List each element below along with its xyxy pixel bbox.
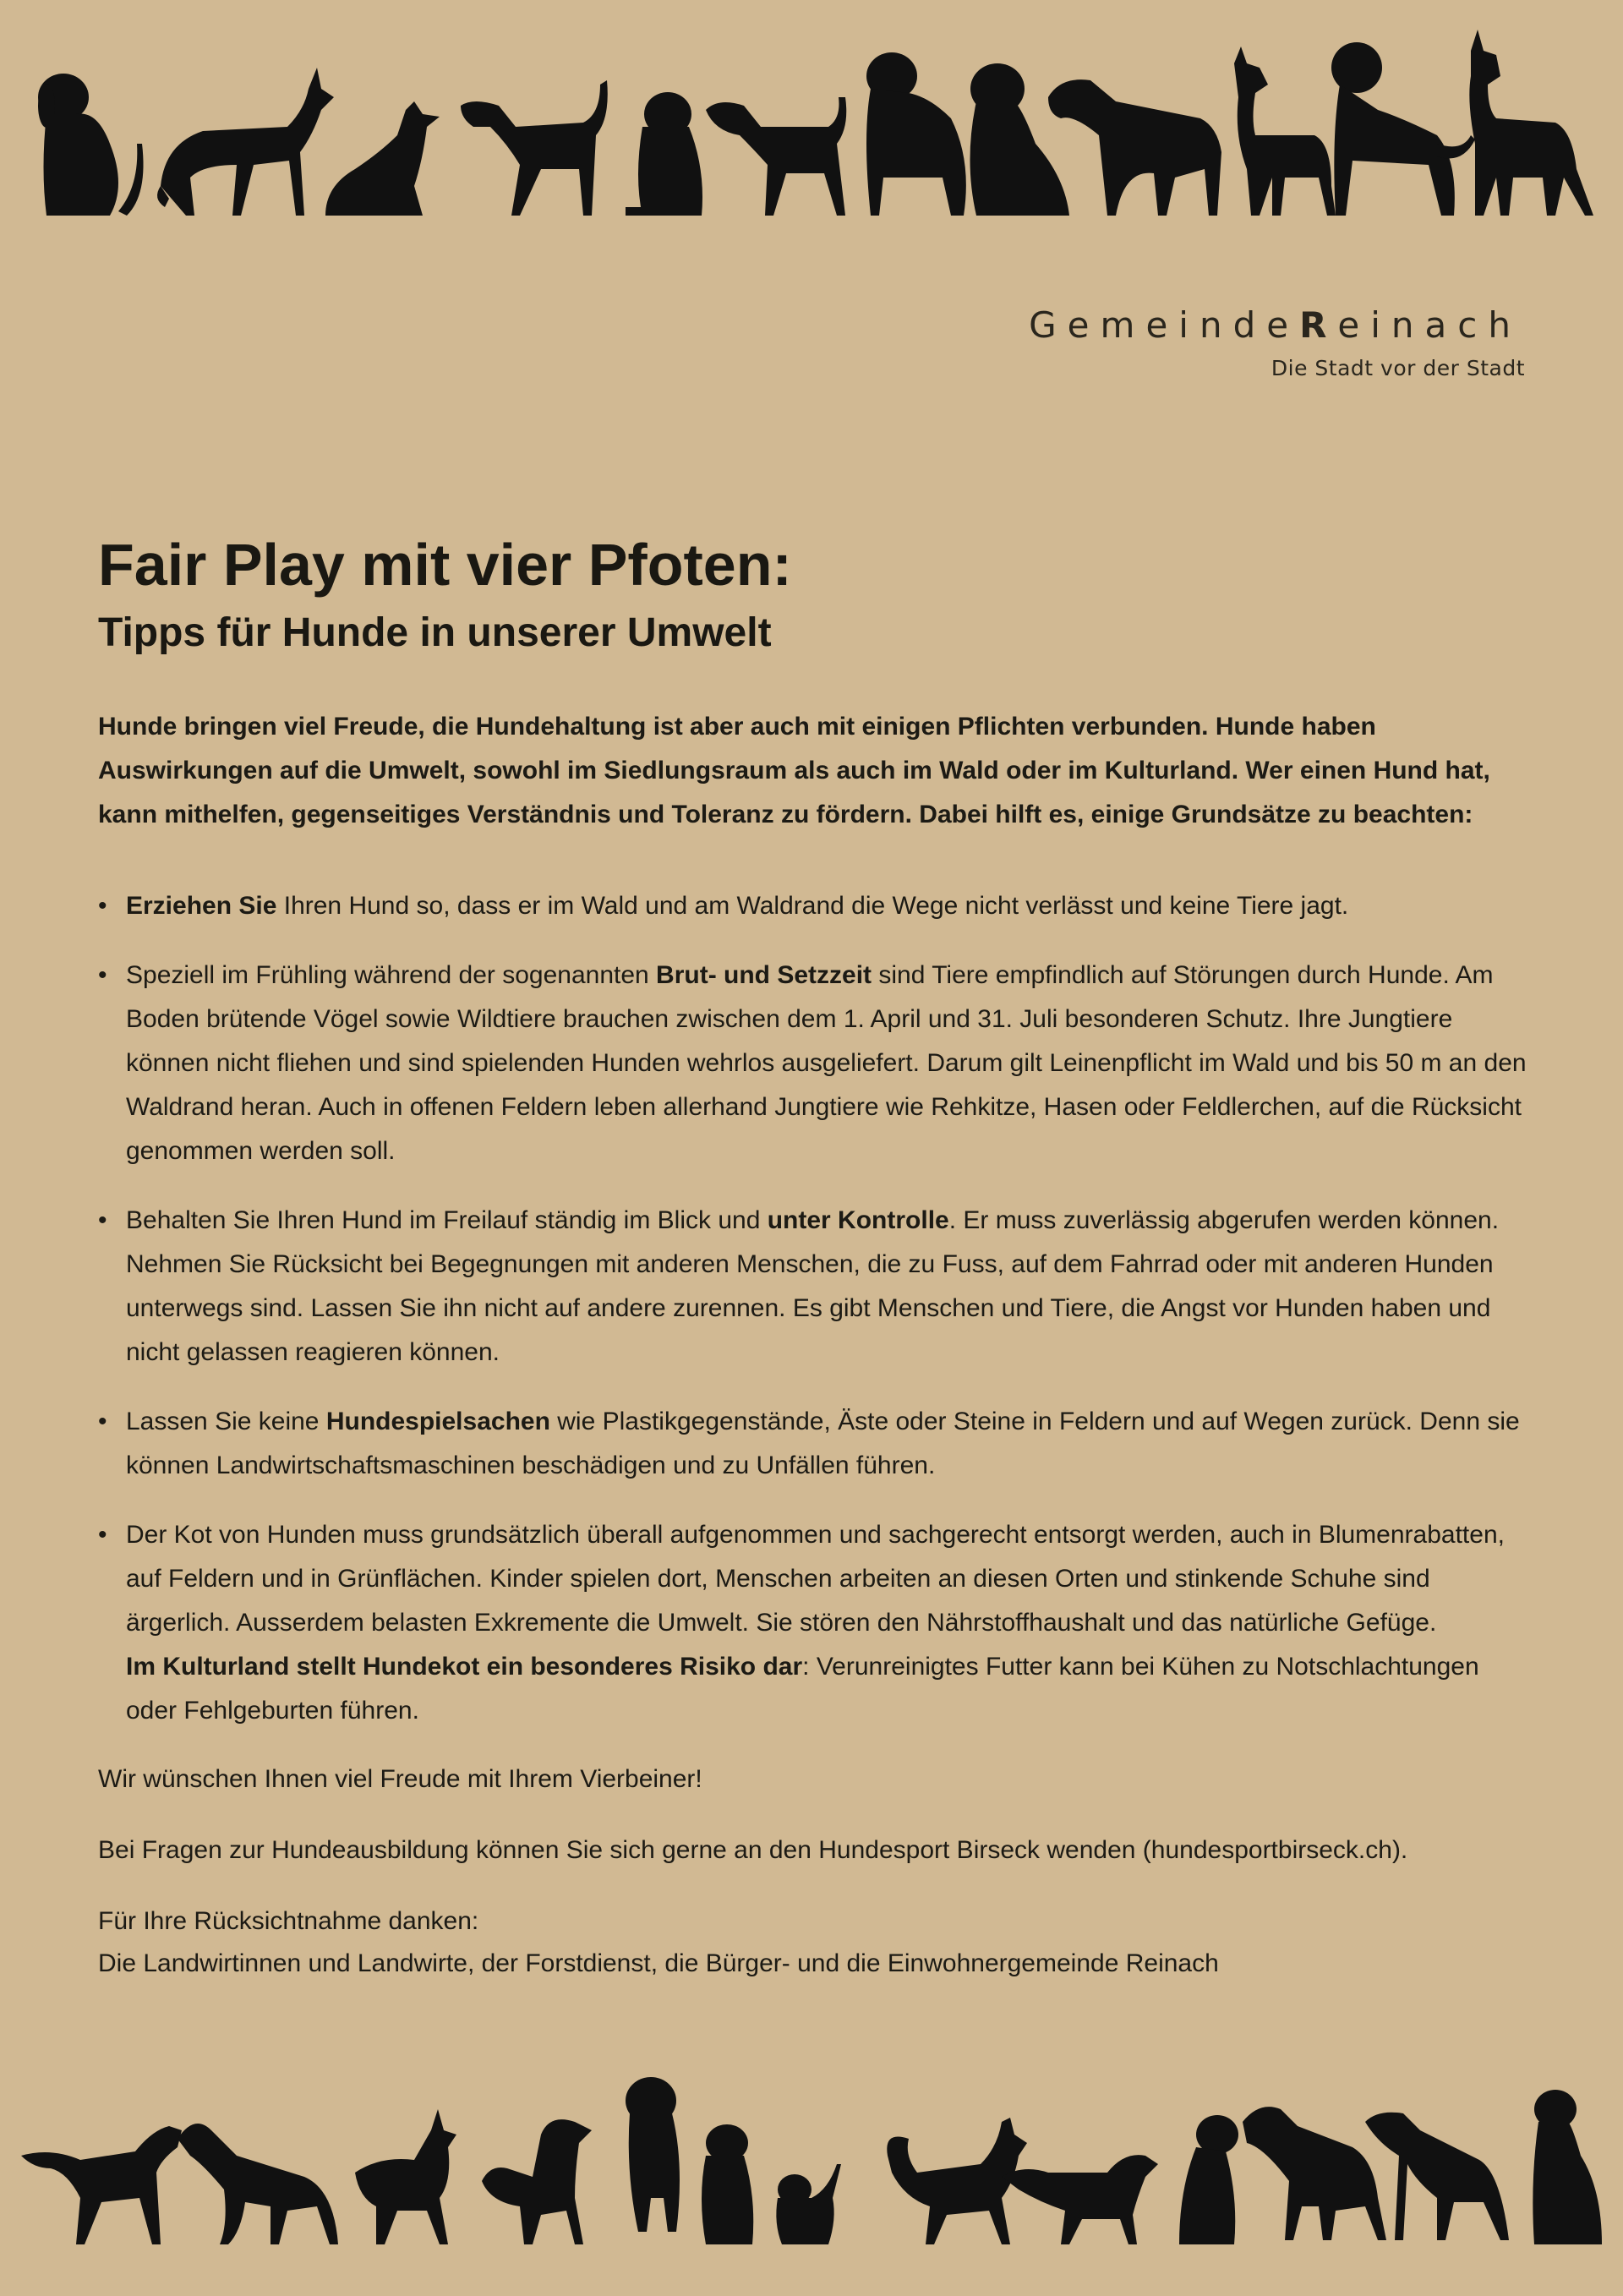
list-item: • Behalten Sie Ihren Hund im Freilauf ständig im Blick und unter Kontrolle. Er muss zuverlässig abgerufen werden können. Nehmen Sie Rücksicht bei Begegnungen mit anderen Menschen, die zu Fuss, auf dem Fahrrad oder mit anderen Hunden unterwegs sind. Lassen Sie ihn nicht auf andere zurennen. Es gibt Menschen und Tiere, die Angst vor Hunden haben und nicht gelassen reagieren können. [98,1199,1527,1375]
brand-tagline: Die Stadt vor der Stadt [1271,356,1525,380]
dog-silhouette-icon [1331,42,1475,216]
brand-logo [1029,304,1525,380]
article [98,533,1527,1985]
dog-silhouette-icon [157,68,334,216]
dog-silhouette-icon [38,74,144,216]
closing-wish: Wir wünschen Ihnen viel Freude mit Ihrem Vierbeiner! [98,1765,702,1794]
dog-silhouette-icon [1002,2155,1158,2244]
dog-silhouette-icon [325,101,440,216]
closing-questions: Bei Fragen zur Hundeausbildung können Sie sich gerne an den Hundesport Birseck wenden (hundesportbirseck.ch). [98,1836,1408,1865]
closing-section [98,1758,1527,1985]
dog-silhouette-icon [866,52,966,216]
dog-silhouette-icon [1234,46,1336,216]
dog-silhouette-icon [178,2124,338,2244]
dog-silhouette-icon [706,97,846,216]
list-item: • Lassen Sie keine Hundespielsachen wie Plastikgegenstände, Äste oder Steine in Feldern und auf Wegen zurück. Denn sie können Landwirtschaftsmaschinen beschädigen und zu Unfällen führen. [98,1400,1527,1488]
dog-silhouette-icon [702,2124,753,2244]
page-subtitle: Tipps für Hunde in unserer Umwelt [98,610,772,655]
dog-silhouette-icon [355,2109,456,2244]
top-dog-silhouettes [0,17,1623,228]
dog-silhouette-icon [1365,2113,1509,2240]
tips-list [98,884,1527,1733]
dog-silhouette-icon [626,92,702,216]
dog-silhouette-icon [1179,2115,1238,2244]
dog-silhouette-icon [482,2119,592,2244]
bottom-dog-silhouettes [0,2063,1623,2266]
list-item: • Der Kot von Hunden muss grundsätzlich überall aufgenommen und sachgerecht entsorgt werden, auch in Blumenrabatten, auf Feldern und in Grünflächen. Kinder spielen dort, Menschen arbeiten an diesen Orten und stinkende Schuhe sind ärgerlich. Ausserdem belasten Exkremente die Umwelt. Sie stören den Nährstoffhaushalt und das natürliche Gefüge. Im Kulturland stellt Hundekot ein besonderes Risiko dar: Verunreinigtes Futter kann bei Kühen zu Notschlachtungen oder Fehlgeburten führen. [98,1513,1527,1733]
list-item: • Erziehen Sie Ihren Hund so, dass er im Wald und am Waldrand die Wege nicht verlässt und keine Tiere jagt. [98,884,1527,928]
dog-silhouette-icon [1243,2107,1386,2240]
dog-silhouette-icon [1048,79,1221,216]
brand-name: GemeindeReinach [1029,304,1522,346]
closing-thanks: Für Ihre Rücksichtnahme danken: Die Landwirtinnen und Landwirte, der Forstdienst, die Bürger- und die Einwohnergemeinde Reinach [98,1907,1219,1978]
list-item: • Speziell im Frühling während der sogenannten Brut- und Setzzeit sind Tiere empfindlich auf Störungen durch Hunde. Am Boden brütende Vögel sowie Wildtiere brauchen zwischen dem 1. April und 31. Juli besonderen Schutz. Ihre Jungtiere können nicht fliehen und sind spielenden Hunden wehrlos ausgeliefert. Darum gilt Leinenpflicht im Wald und bis 50 m an den Waldrand heran. Auch in offenen Feldern leben allerhand Jungtiere wie Rehkitze, Hasen oder Feldlerchen, auf die Rücksicht genommen werden soll. [98,954,1527,1173]
dog-silhouette-icon [1469,30,1593,216]
intro-paragraph: Hunde bringen viel Freude, die Hundehaltung ist aber auch mit einigen Pflichten verbunden. Hunde haben Auswirkungen auf die Umwelt, sowohl im Siedlungsraum als auch im Wald oder im Kulturland. Wer einen Hund hat, kann mithelfen, gegenseitiges Verständnis und Toleranz zu fördern. Dabei hilft es, einige Grundsätze zu beachten: [98,713,1490,829]
dog-silhouette-icon [626,2077,680,2232]
dog-silhouette-icon [776,2164,841,2244]
dog-silhouette-icon [887,2118,1027,2244]
page-title: Fair Play mit vier Pfoten: [98,532,792,598]
dog-silhouette-icon [461,80,608,216]
dog-silhouette-icon [970,63,1070,216]
dog-silhouette-icon [1533,2090,1602,2244]
dog-silhouette-icon [21,2126,182,2244]
